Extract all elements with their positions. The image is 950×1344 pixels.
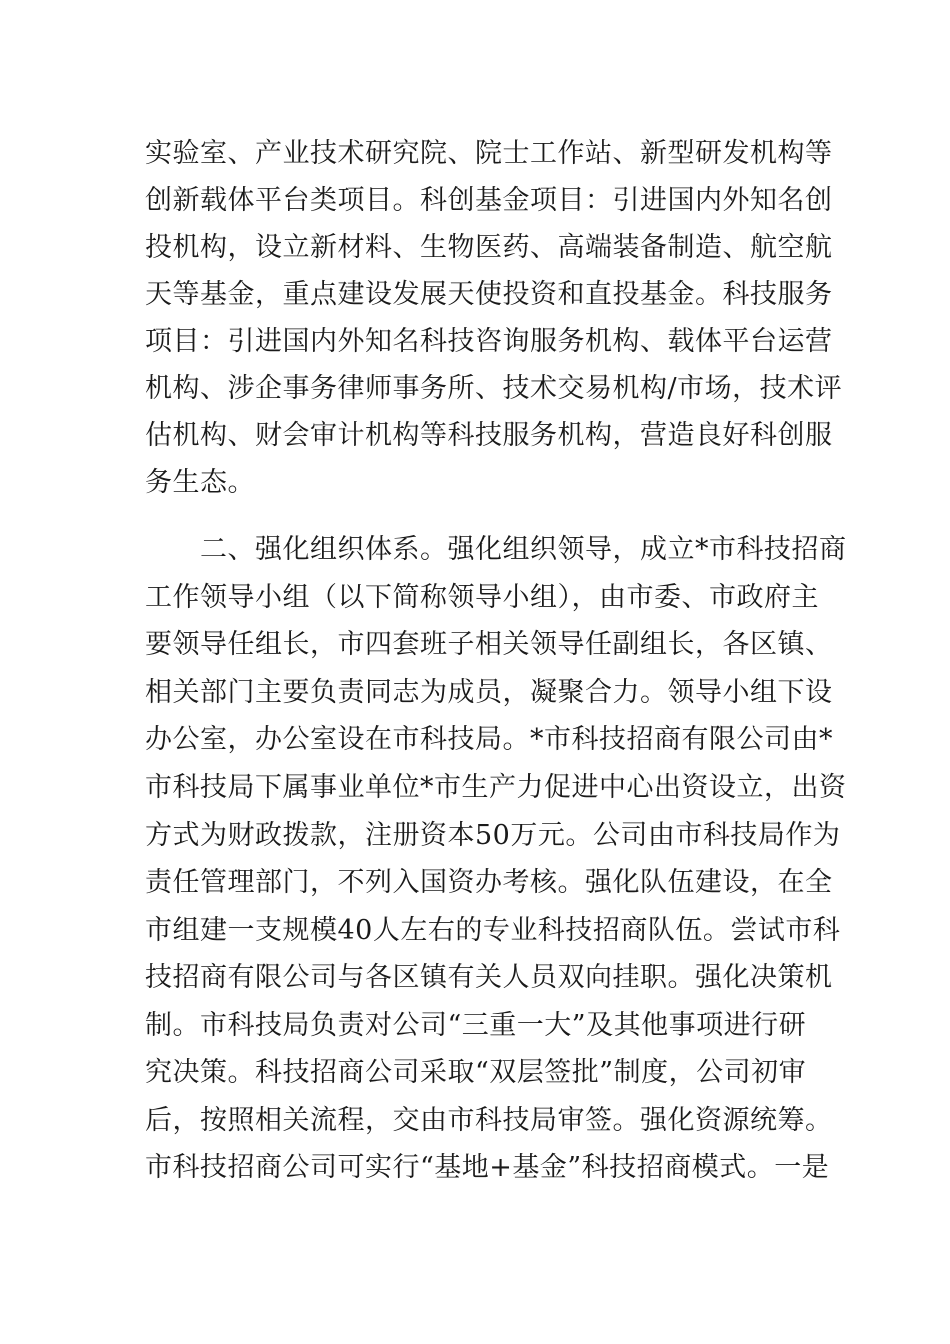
- paragraph1-line-7: 估机构、财会审计机构等科技服务机构，营造良好科创服: [145, 420, 833, 451]
- paragraph2-line-13: 后，按照相关流程，交由市科技局审签。强化资源统筹。: [145, 1105, 833, 1136]
- paragraph1-line-5: 项目：引进国内外知名科技咨询服务机构、载体平台运营: [145, 326, 833, 357]
- paragraph2-line-9: 市组建一支规模40人左右的专业科技招商队伍。尝试市科: [145, 915, 841, 946]
- paragraph2-line-2: 工作领导小组（以下简称领导小组），由市委、市政府主: [145, 582, 819, 613]
- paragraph2-line-12: 究决策。科技招商公司采取“双层签批”制度，公司初审: [145, 1057, 807, 1088]
- paragraph2-line-10: 技招商有限公司与各区镇有关人员双向挂职。强化决策机: [145, 962, 833, 993]
- paragraph1-line-8: 务生态。: [145, 467, 255, 498]
- paragraph2-line-4: 相关部门主要负责同志为成员，凝聚合力。领导小组下设: [145, 677, 833, 708]
- paragraph2-line-8: 责任管理部门，不列入国资办考核。强化队伍建设，在全: [145, 867, 833, 898]
- paragraph1-line-6: 机构、涉企事务律师事务所、技术交易机构/市场，技术评: [145, 373, 843, 404]
- paragraph1-line-1: 实验室、产业技术研究院、院士工作站、新型研发机构等: [145, 138, 833, 169]
- paragraph2-line-6: 市科技局下属事业单位*市生产力促进中心出资设立，出资: [145, 772, 847, 803]
- paragraph2-line-11: 制。市科技局负责对公司“三重一大”及其他事项进行研: [145, 1010, 807, 1041]
- paragraph1-line-2: 创新载体平台类项目。科创基金项目：引进国内外知名创: [145, 185, 833, 216]
- paragraph1-line-3: 投机构，设立新材料、生物医药、高端装备制造、航空航: [145, 232, 833, 263]
- paragraph2-line-7: 方式为财政拨款，注册资本50万元。公司由市科技局作为: [145, 820, 841, 851]
- paragraph2-line-14: 市科技招商公司可实行“基地+基金”科技招商模式。一是: [145, 1152, 830, 1183]
- paragraph2-line-5: 办公室，办公室设在市科技局。*市科技招商有限公司由*: [145, 724, 833, 755]
- paragraph1-line-4: 天等基金，重点建设发展天使投资和直投基金。科技服务: [145, 279, 833, 310]
- paragraph2-line-3: 要领导任组长，市四套班子相关领导任副组长，各区镇、: [145, 629, 833, 660]
- paragraph2-line-1: 二、强化组织体系。强化组织领导，成立*市科技招商: [145, 534, 847, 565]
